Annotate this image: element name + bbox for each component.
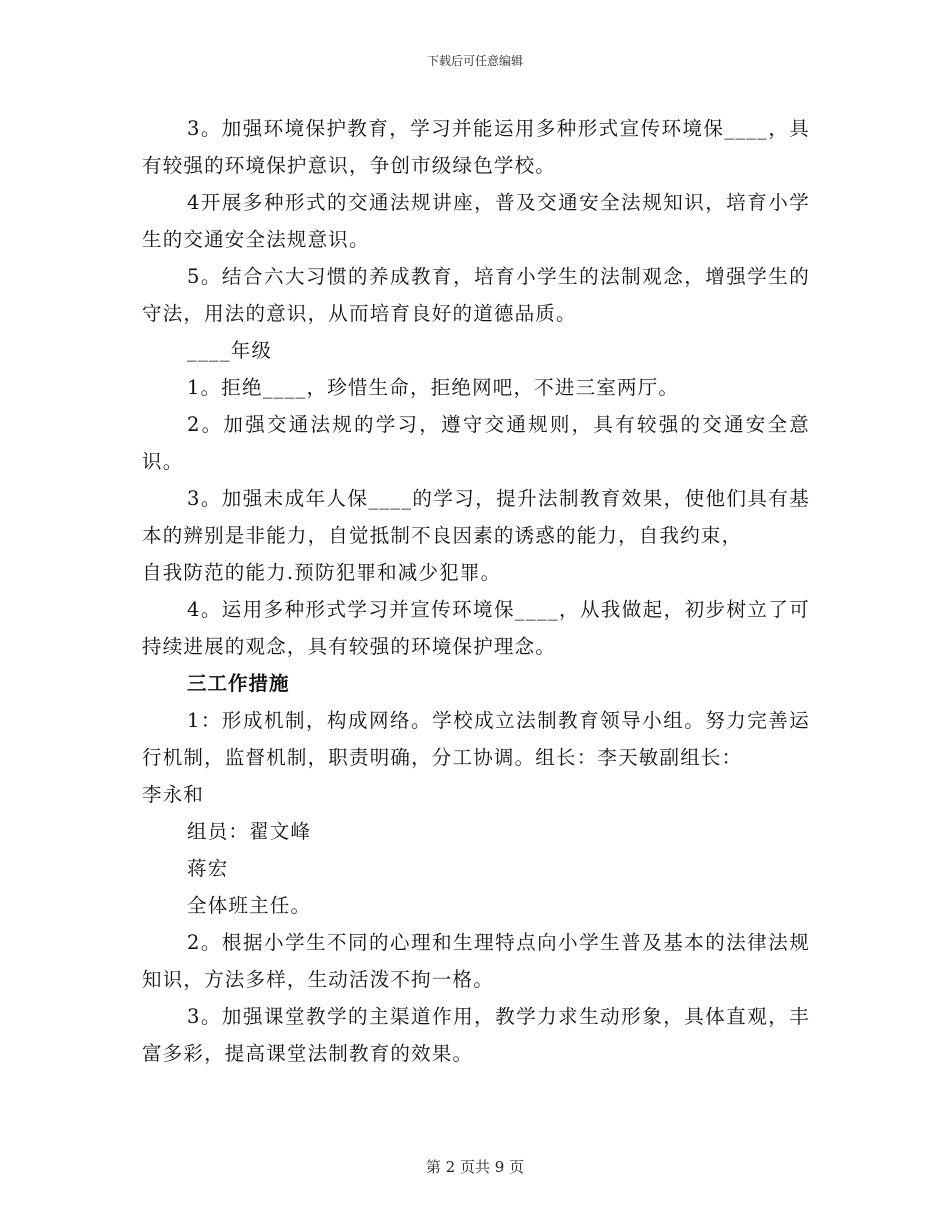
paragraph: 2。加强交通法规的学习，遵守交通规则，具有较强的交通安全意识。 [142, 413, 810, 473]
page-header: 下载后可任意编辑 [426, 54, 523, 68]
paragraph: 3。加强未成年人保____的学习，提升法制教育效果，使他们具有基本的辨别是非能力，自觉抵制不良因素的诱惑的能力，自我约束， [142, 487, 810, 547]
paragraph-continuation: 自我防范的能力.预防犯罪和减少犯罪。 [142, 561, 502, 584]
paragraph: 2。根据小学生不同的心理和生理特点向小学生普及基本的法律法规知识，方法多样，生动活泼不拘一格。 [142, 931, 810, 991]
paragraph: 5。结合六大习惯的养成教育，培育小学生的法制观念，增强学生的守法，用法的意识，从而培育良好的道德品质。 [142, 265, 810, 325]
page-footer: 第 2 页共 9 页 [425, 1158, 525, 1176]
section-heading: 三工作措施 [187, 672, 290, 695]
document-body [142, 110, 810, 1072]
paragraph: 1：形成机制，构成网络。学校成立法制教育领导小组。努力完善运行机制，监督机制，职责明确，分工协调。组长：李天敏副组长： [142, 709, 810, 769]
paragraph: 3。加强课堂教学的主渠道作用，教学力求生动形象，具体直观，丰富多彩，提高课堂法制教育的效果。 [142, 1005, 810, 1065]
member-line: 蒋宏 [187, 857, 229, 880]
paragraph-continuation: 李永和 [142, 783, 205, 806]
member-line: 组员：翟文峰 [187, 820, 312, 843]
paragraph: 1。拒绝____，珍惜生命，拒绝网吧，不进三室两厅。 [187, 376, 680, 399]
paragraph: 4开展多种形式的交通法规讲座，普及交通安全法规知识，培育小学生的交通安全法规意识。 [142, 191, 810, 251]
paragraph: 4。运用多种形式学习并宣传环境保____，从我做起，初步树立了可持续进展的观念，具有较强的环境保护理念。 [142, 598, 810, 658]
paragraph: 3。加强环境保护教育，学习并能运用多种形式宣传环境保____，具有较强的环境保护意识，争创市级绿色学校。 [142, 117, 810, 177]
grade-heading: ____年级 [187, 339, 273, 362]
member-line: 全体班主任。 [187, 894, 312, 917]
